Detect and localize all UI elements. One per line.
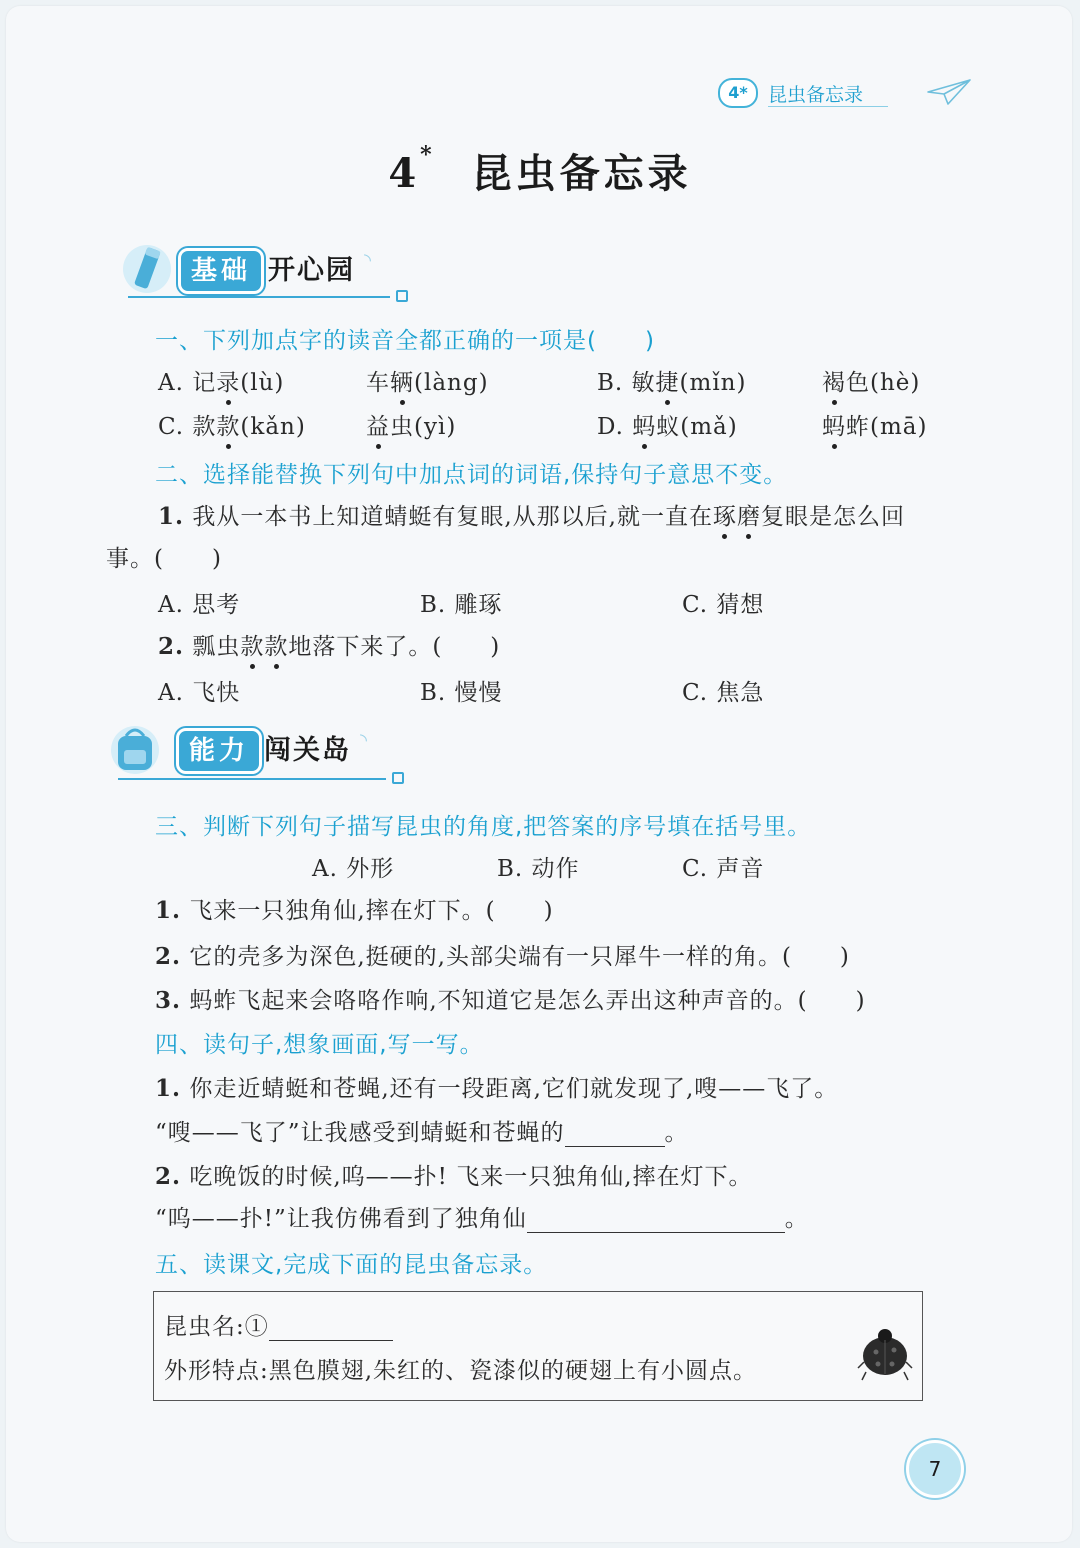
- q4-prompt-1: “嗖——飞了”让我感受到蜻蜓和苍蝇的 。: [155, 1120, 689, 1146]
- q4-prompt-2: “呜——扑!”让我仿佛看到了独角仙 。: [155, 1206, 809, 1232]
- option-b: B. 敏捷(mǐn): [597, 364, 746, 397]
- ladybug-icon: [854, 1322, 916, 1384]
- q2-1-option-b: B. 雕琢: [420, 592, 503, 618]
- q4-sentence-1: 1. 你走近蜻蜓和苍蝇,还有一段距离,它们就发现了,嗖——飞了。: [155, 1075, 839, 1102]
- running-header: [712, 76, 982, 106]
- q3-item-2: 2. 它的壳多为深色,挺硬的,头部尖端有一只犀牛一样的角。( ): [155, 943, 850, 970]
- q2-1-option-c: C. 猜想: [682, 592, 765, 618]
- insect-memo-box: [153, 1291, 923, 1401]
- q2-2-option-c: C. 焦急: [682, 680, 765, 706]
- wave-icon: ◝: [360, 730, 367, 751]
- question-5-heading: 五、读课文,完成下面的昆虫备忘录。: [155, 1252, 548, 1278]
- q2-2-option-a: A. 飞快: [158, 680, 241, 706]
- option-b-word2: 褐色(hè): [822, 364, 920, 397]
- pencil-icon: [118, 240, 176, 298]
- banner-underline: [118, 778, 386, 780]
- option-d-word2: 蚂蚱(mā): [822, 408, 927, 441]
- q3-item-1: 1. 飞来一只独角仙,摔在灯下。( ): [155, 897, 554, 924]
- q4-sentence-2: 2. 吃晚饭的时候,呜——扑! 飞来一只独角仙,摔在灯下。: [155, 1163, 753, 1190]
- header-lesson-number: 4*: [718, 78, 758, 108]
- q2-sentence-1-cont: 事。( ): [106, 546, 222, 572]
- question-2-heading: 二、选择能替换下列句中加点词的词语,保持句子意思不变。: [155, 462, 788, 488]
- q2-2-option-b: B. 慢慢: [420, 680, 503, 706]
- backpack-icon: [104, 720, 166, 780]
- q3-item-3: 3. 蚂蚱飞起来会咯咯作响,不知道它是怎么弄出这种声音的。( ): [155, 987, 866, 1014]
- section-badge: 基础: [178, 248, 264, 294]
- section-name: 闯关岛: [264, 735, 351, 766]
- section-name: 开心园: [268, 255, 355, 286]
- answer-blank[interactable]: [269, 1316, 393, 1341]
- wave-icon: ◝: [364, 250, 371, 271]
- answer-blank[interactable]: [527, 1208, 785, 1233]
- insect-name-row: 昆虫名:①: [164, 1308, 393, 1341]
- section-banner-ability: [104, 720, 414, 780]
- feature-text: 外形特点:黑色膜翅,朱红的、瓷漆似的硬翅上有小圆点。: [164, 1358, 758, 1384]
- q2-1-option-a: A. 思考: [158, 592, 241, 618]
- answer-blank[interactable]: [565, 1122, 665, 1147]
- q2-sentence-2: 2. 瓢虫款款地落下来了。( ): [158, 628, 500, 661]
- option-c: C. 款款(kǎn): [158, 408, 306, 441]
- question-1-heading: 一、下列加点字的读音全都正确的一项是( ): [155, 328, 655, 354]
- banner-underline: [128, 296, 390, 298]
- q3-option-c: C. 声音: [682, 856, 765, 882]
- page-number: 7: [906, 1440, 964, 1498]
- lesson-title: 4* 昆虫备忘录: [388, 142, 692, 197]
- q3-option-b: B. 动作: [497, 856, 580, 882]
- section-badge: 能力: [176, 728, 262, 774]
- paper-plane-icon: [926, 78, 972, 106]
- header-underline: [768, 106, 888, 107]
- question-3-heading: 三、判断下列句子描写昆虫的角度,把答案的序号填在括号里。: [155, 814, 812, 840]
- header-title: 昆虫备忘录: [768, 84, 864, 106]
- option-c-word2: 益虫(yì): [366, 408, 456, 441]
- question-4-heading: 四、读句子,想象画面,写一写。: [155, 1032, 484, 1058]
- q2-sentence-1: 1. 我从一本书上知道蜻蜓有复眼,从那以后,就一直在琢磨复眼是怎么回: [158, 498, 905, 531]
- option-a: A. 记录(lù): [158, 364, 284, 397]
- banner-square-icon: [392, 772, 404, 784]
- banner-square-icon: [396, 290, 408, 302]
- option-d: D. 蚂蚁(mǎ): [597, 408, 738, 441]
- section-banner-basic: [118, 240, 418, 300]
- q3-option-a: A. 外形: [312, 856, 395, 882]
- option-a-word2: 车辆(làng): [366, 364, 489, 397]
